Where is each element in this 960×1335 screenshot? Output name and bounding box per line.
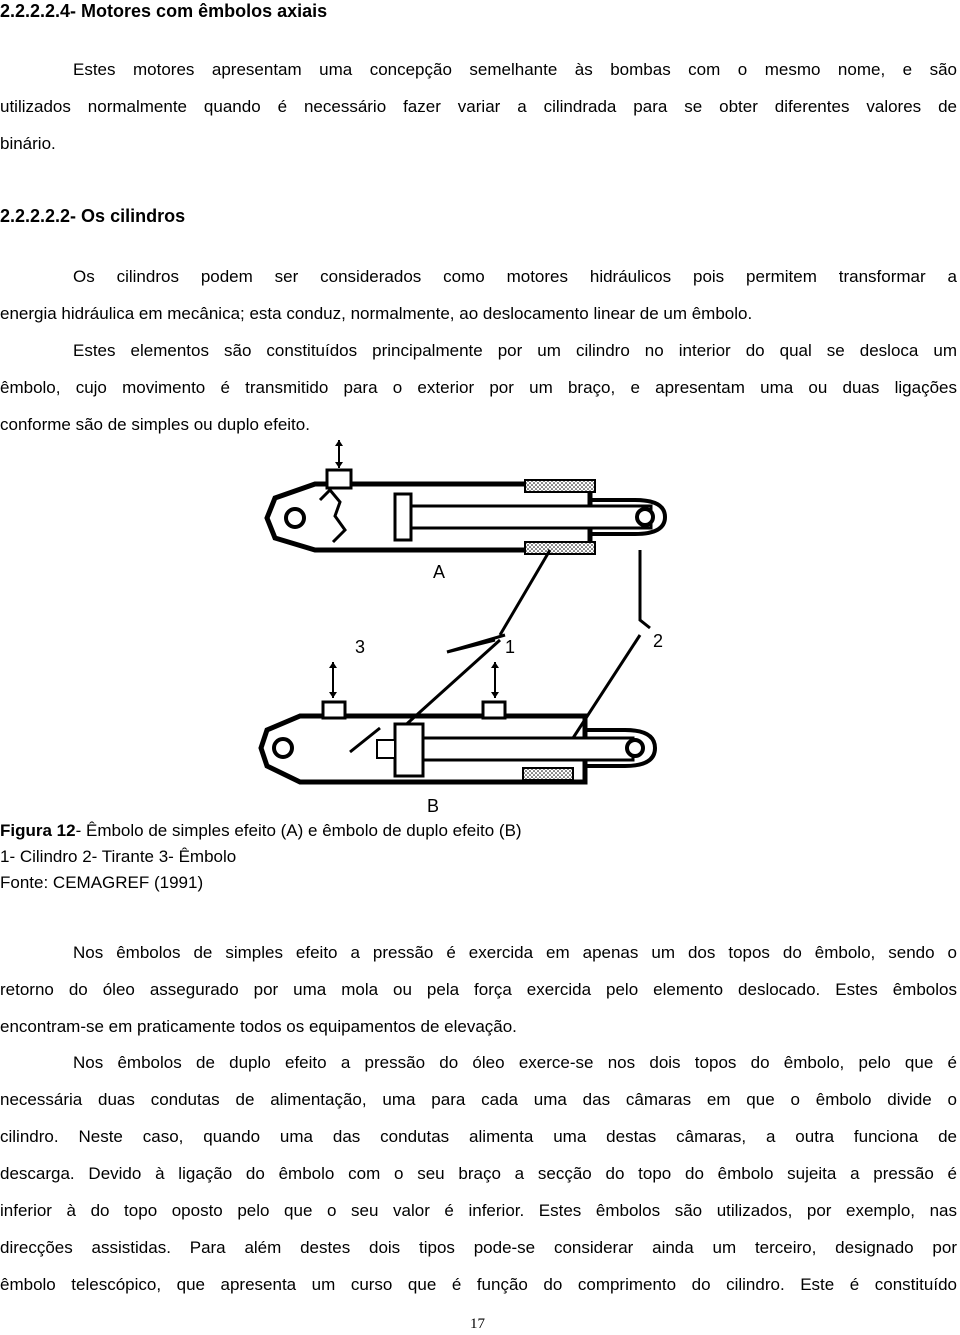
cylinder-a-seal-bottom: [525, 542, 595, 554]
caption-description: - Êmbolo de simples efeito (A) e êmbolo de duplo efeito (B): [75, 821, 522, 840]
text-line: binário.: [0, 134, 56, 153]
text-line: necessária duas condutas de alimentação, uma para cada uma das câmaras em que o êmbolo divide o: [0, 1090, 957, 1109]
figure-label-1: 1: [505, 637, 516, 657]
text-line: êmbolo, cujo movimento é transmitido para o exterior por um braço, e apresentam uma ou duas ligações: [0, 378, 957, 397]
caption-legend: 1- Cilindro 2- Tirante 3- Êmbolo: [0, 847, 237, 866]
figure-label-2: 2: [653, 631, 664, 651]
text-line: inferior à do topo oposto pelo que o seu valor é inferior. Estes êmbolos são utilizados, por exemplo, nas: [0, 1201, 957, 1220]
text-line: descarga. Devido à ligação do êmbolo com o seu braço a secção do topo do êmbolo sujeita a pressão é: [0, 1164, 957, 1183]
cylinder-a-rod: [411, 506, 651, 528]
section-heading-cilindros: 2.2.2.2.2- Os cilindros: [0, 206, 186, 226]
cylinder-a-piston: [395, 494, 411, 540]
text-line: Estes motores apresentam uma concepção semelhante às bombas com o mesmo nome, e são: [73, 60, 957, 79]
paragraph-motores: [0, 51, 957, 162]
cylinder-b: [261, 702, 655, 782]
caption-title: [0, 818, 522, 844]
figure-label-b: B: [427, 796, 440, 816]
cylinder-b-eye-right: [627, 740, 643, 756]
cylinder-diagram: [255, 440, 695, 820]
cylinder-b-seal: [523, 768, 573, 780]
page-number: 17: [470, 1316, 485, 1332]
text-line: Nos êmbolos de duplo efeito a pressão do óleo exerce-se nos dois topos do êmbolo, pelo que é: [73, 1053, 957, 1072]
text-line: Nos êmbolos de simples efeito a pressão é exercida em apenas um dos topos do êmbolo, sendo o: [73, 943, 957, 962]
cylinder-b-eye-left: [274, 739, 292, 757]
cylinder-a-seal-top: [525, 480, 595, 492]
text-line: Estes elementos são constituídos principalmente por um cilindro no interior do qual se desloca um: [73, 341, 957, 360]
caption-source: Fonte: CEMAGREF (1991): [0, 873, 204, 892]
paragraph-cilindros-2: [0, 332, 957, 443]
double-arrow-icon: [329, 662, 337, 698]
text-line: Os cilindros podem ser considerados como motores hidráulicos pois permitem transformar a: [73, 267, 957, 286]
double-arrow-icon: [491, 662, 499, 698]
cylinder-b-piston: [395, 724, 423, 776]
figure-label-a: A: [433, 562, 446, 582]
section-heading-motores: 2.2.2.2.4- Motores com êmbolos axiais: [0, 1, 328, 21]
cylinder-a-eye-left: [286, 509, 304, 527]
cylinder-b-port-right: [483, 702, 505, 718]
figure-caption: [0, 818, 522, 896]
text-line: encontram-se em praticamente todos os equipamentos de elevação.: [0, 1017, 517, 1036]
cylinder-a-port: [327, 470, 351, 488]
paragraph-cilindros-1: [0, 258, 957, 332]
double-arrow-icon: [335, 440, 343, 468]
text-line: energia hidráulica em mecânica; esta conduz, normalmente, ao deslocamento linear de um êmbolo.: [0, 304, 753, 323]
cylinder-a: [267, 470, 665, 554]
text-line: cilindro. Neste caso, quando uma das condutas alimenta uma destas câmaras, a outra funciona de: [0, 1127, 957, 1146]
leader-line-2-top: [640, 550, 650, 628]
cylinder-a-eye-right: [637, 509, 653, 525]
paragraph-duplo-efeito: [0, 1044, 957, 1303]
text-line: retorno do óleo assegurado por uma mola ou pela força exercida pelo elemento deslocado. Estes êmbolos: [0, 980, 957, 999]
caption-figure-number: Figura 12: [0, 821, 76, 840]
cylinder-b-rod: [423, 738, 633, 760]
text-line: utilizados normalmente quando é necessário fazer variar a cilindrada para se obter diferentes valores de: [0, 97, 957, 116]
figure-label-3: 3: [355, 637, 366, 657]
text-line: êmbolo telescópico, que apresenta um curso que é função do comprimento do cilindro. Este é constituído: [0, 1275, 957, 1294]
leader-line-a-top: [500, 550, 550, 635]
cylinder-a-inner-wall: [320, 490, 345, 542]
text-line: conforme são de simples ou duplo efeito.: [0, 415, 310, 434]
cylinder-b-nut: [377, 740, 395, 758]
leader-line-3: [350, 728, 380, 752]
paragraph-simples-efeito: [0, 934, 957, 1045]
text-line: direcções assistidas. Para além destes dois tipos pode-se considerar ainda um terceiro, designado por: [0, 1238, 957, 1257]
cylinder-b-port-left: [323, 702, 345, 718]
